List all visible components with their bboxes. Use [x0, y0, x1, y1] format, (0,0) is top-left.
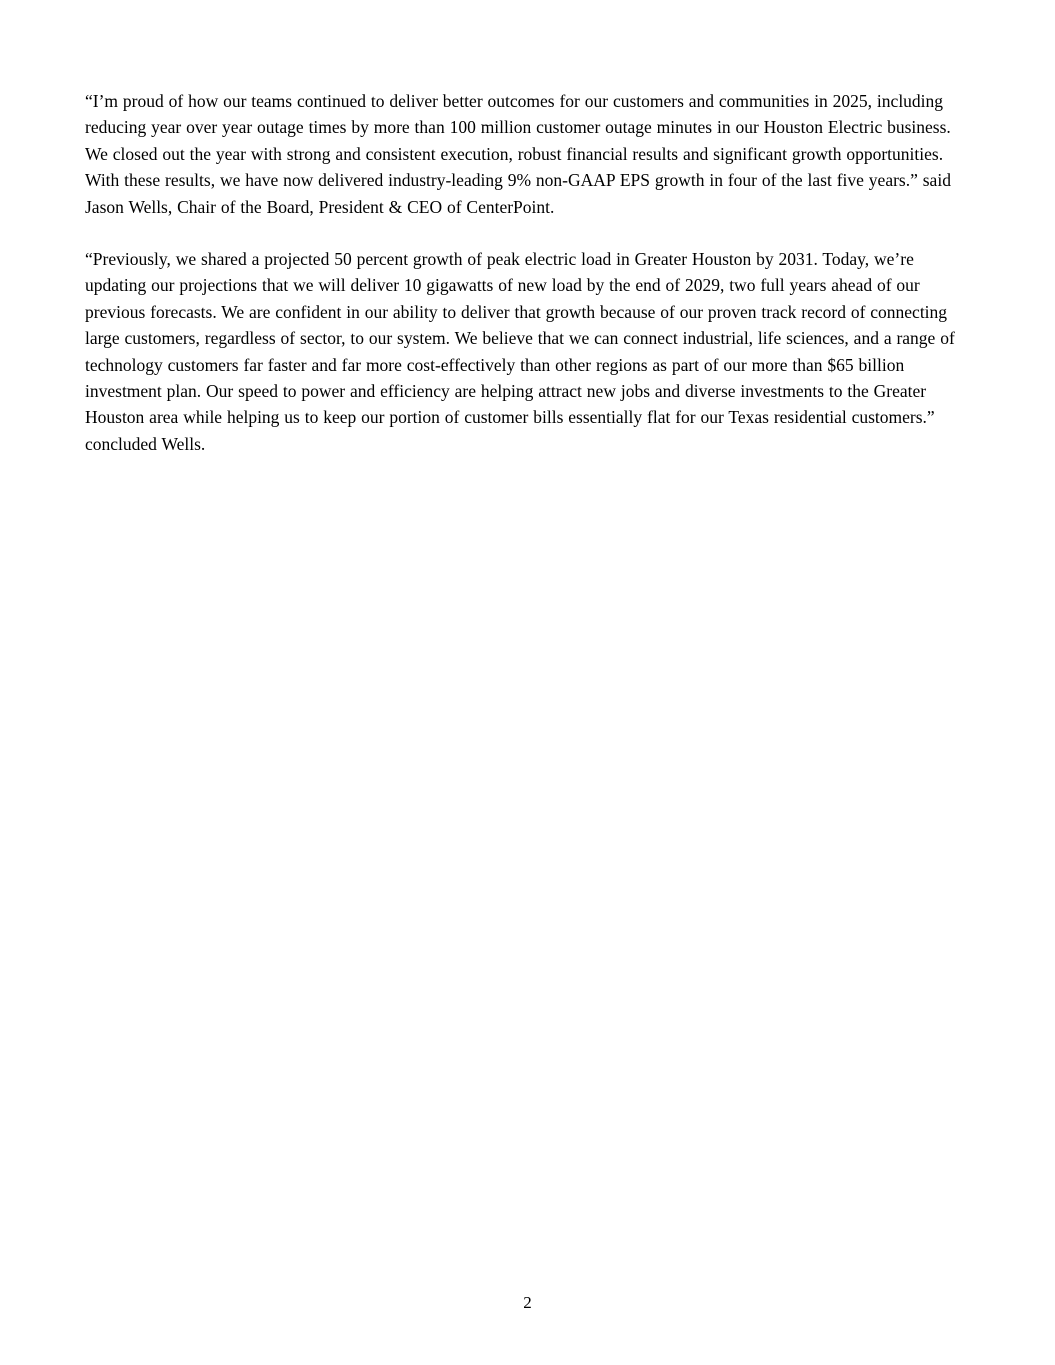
document-body [85, 88, 967, 483]
page-number: 2 [523, 1293, 532, 1312]
paragraph-ceo-quote-2: “Previously, we shared a projected 50 percent growth of peak electric load in Greater Houston by 2031. Today, we’re updating our projections that we will deliver 10 gigawatts of new load by the end of 2029, two full years ahead of our previous forecasts. We are confident in our ability to deliver that growth because of our proven track record of connecting large customers, regardless of sector, to our system. We believe that we can connect industrial, life sciences, and a range of technology customers far faster and far more cost-effectively than other regions as part of our more than $65 billion investment plan. Our speed to power and efficiency are helping attract new jobs and diverse investments to the Greater Houston area while helping us to keep our portion of customer bills essentially flat for our Texas residential customers.” concluded Wells. [85, 249, 955, 454]
paragraph-ceo-quote-1: “I’m proud of how our teams continued to deliver better outcomes for our customers and communities in 2025, including reducing year over year outage times by more than 100 million customer outage minutes in our Houston Electric business. We closed out the year with strong and consistent execution, robust financial results and significant growth opportunities. With these results, we have now delivered industry-leading 9% non-GAAP EPS growth in four of the last five years.” said Jason Wells, Chair of the Board, President & CEO of CenterPoint. [85, 91, 951, 217]
